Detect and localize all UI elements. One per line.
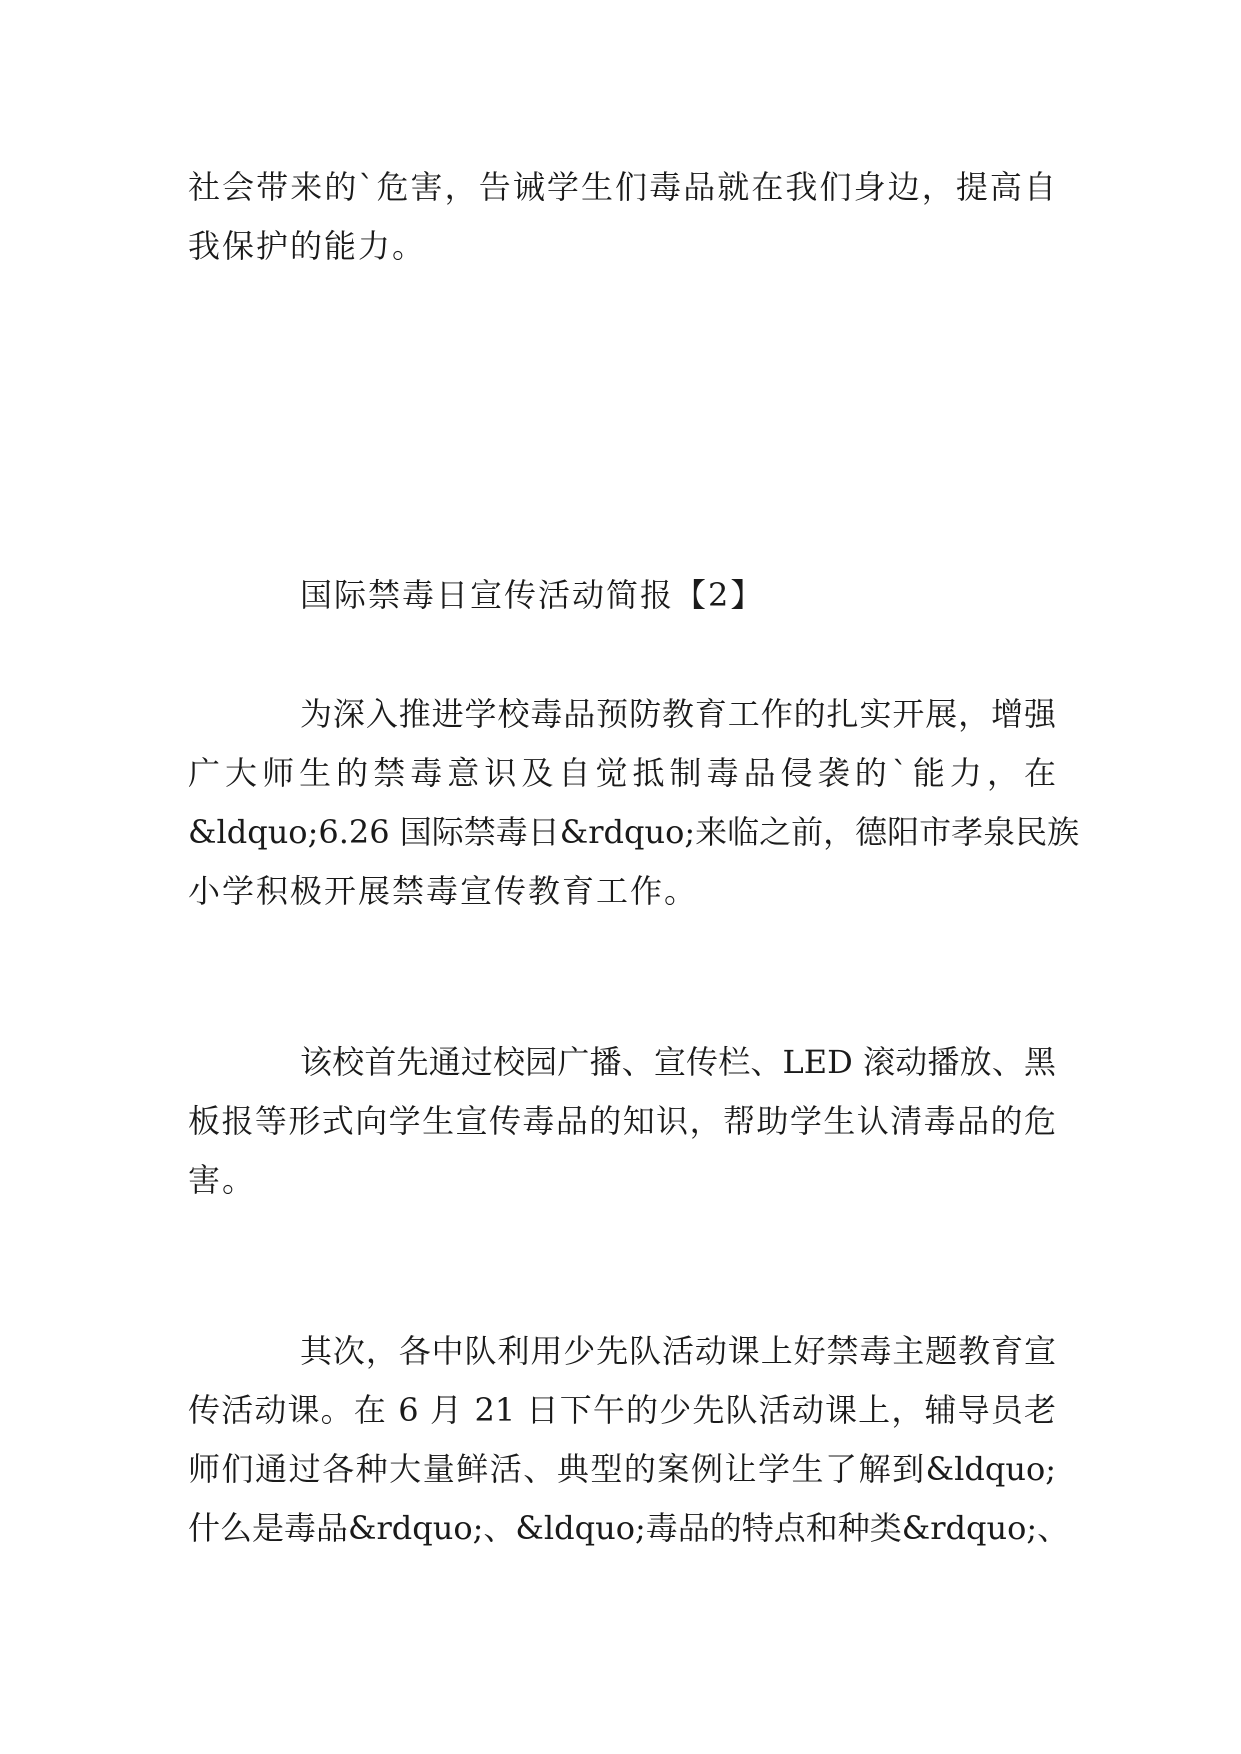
text-line: 什么是毒品&rdquo;、&ldquo;毒品的特点和种类&rdquo;、 [188,1509,1070,1547]
text-line: 传活动课。在 6 月 21 日下午的少先队活动课上，辅导员老 [188,1391,1056,1429]
text-line: 害。 [188,1161,257,1199]
paragraph-class-activity [188,1322,1070,1558]
text-line: &ldquo;6.26 国际禁毒日&rdquo;来临之前，德阳市孝泉民族 [188,813,1080,851]
text-line: 社会带来的`危害，告诫学生们毒品就在我们身边，提高自 [188,168,1056,206]
text-line: 广大师生的禁毒意识及自觉抵制毒品侵袭的`能力，在 [188,754,1056,792]
text-line: 其次，各中队利用少先队活动课上好禁毒主题教育宣 [300,1332,1056,1370]
paragraph-campus-media [188,1033,1056,1210]
text-line: 师们通过各种大量鲜活、典型的案例让学生了解到&ldquo; [188,1450,1056,1488]
paragraph-intro [188,685,1080,921]
text-line: 该校首先通过校园广播、宣传栏、LED 滚动播放、黑 [300,1043,1056,1081]
text-line: 我保护的能力。 [188,227,427,265]
text-line: 为深入推进学校毒品预防教育工作的扎实开展，增强 [300,695,1056,733]
section-heading [188,566,1056,625]
paragraph-continuation [188,158,1056,276]
text-line: 小学积极开展禁毒宣传教育工作。 [188,872,699,910]
heading-text: 国际禁毒日宣传活动简报【2】 [300,576,765,614]
text-line: 板报等形式向学生宣传毒品的知识，帮助学生认清毒品的危 [188,1102,1056,1140]
